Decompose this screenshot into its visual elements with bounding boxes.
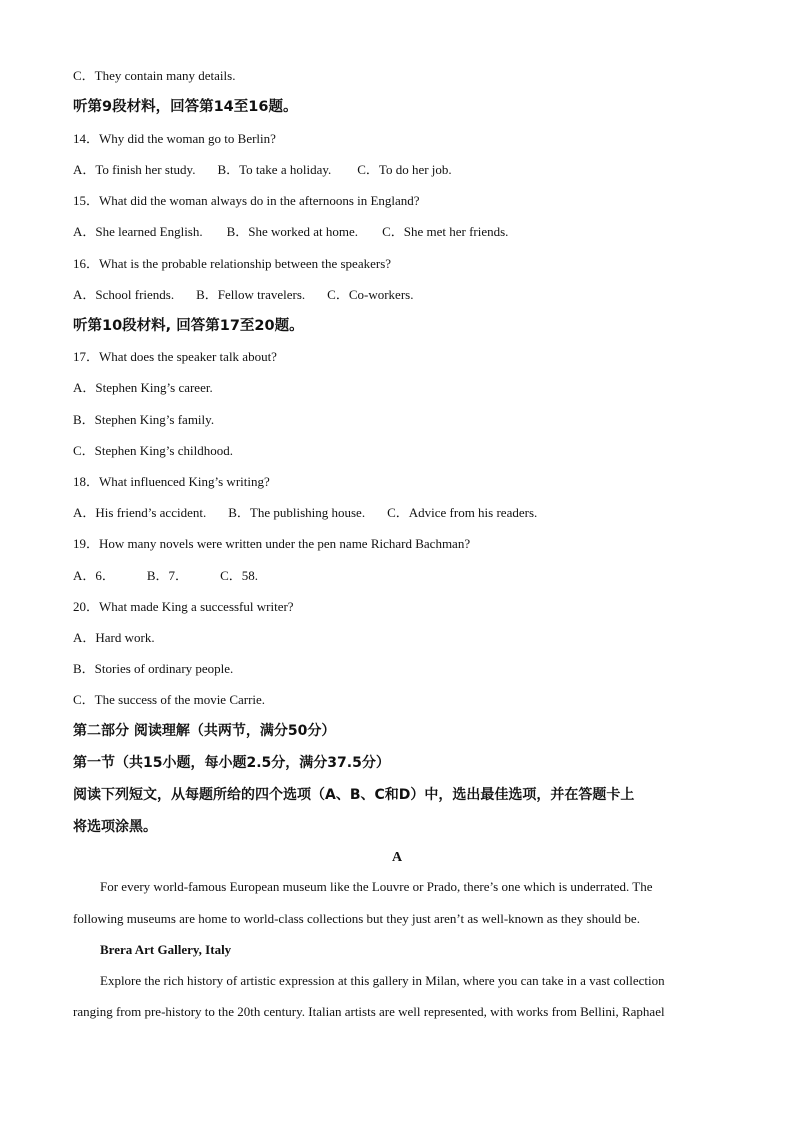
question-17-option-c: C．Stephen King’s childhood.: [73, 443, 233, 458]
subheading-brera: Brera Art Gallery, Italy: [100, 942, 232, 957]
question-14: 14．Why did the woman go to Berlin?: [73, 131, 276, 146]
question-20-option-b: B．Stories of ordinary people.: [73, 661, 234, 676]
paragraph-2-line-1: Explore the rich history of artistic expression at this gallery in Milan, where you can take in a vast collection: [100, 973, 665, 988]
question-17-option-b: B．Stephen King’s family.: [73, 412, 215, 427]
passage-letter: A: [391, 850, 403, 865]
option-c: C．Co-workers.: [327, 287, 414, 302]
option-c: C．Advice from his readers.: [387, 505, 538, 520]
question-18-options: [73, 505, 537, 521]
paragraph-2-line-2: ranging from pre-history to the 20th century. Italian artists are well represented, with works from Bellini, Raphael: [73, 1004, 665, 1019]
question-19: 19．How many novels were written under the pen name Richard Bachman?: [73, 536, 471, 551]
section-heading-10: 听第10段材料, 回答第17至20题。: [73, 318, 304, 334]
question-20-option-a: A．Hard work.: [73, 630, 155, 645]
section-one-heading: 第一节（共15小题，每小题2.5分，满分37.5分）: [73, 755, 390, 771]
question-18: 18．What influenced King’s writing?: [73, 474, 270, 489]
instructions-line-2: 将选项涂黑。: [73, 819, 157, 835]
part-two-heading: 第二部分 阅读理解（共两节，满分50分）: [73, 723, 336, 739]
question-19-options: [73, 568, 258, 584]
option-b: B．She worked at home.: [226, 224, 359, 239]
question-17: 17．What does the speaker talk about?: [73, 349, 277, 364]
option-b: B．7．: [146, 568, 189, 583]
option-a: A．School friends.: [73, 287, 175, 302]
paragraph-1-line-2: following museums are home to world-class collections but they just aren’t as well-known as they should be.: [73, 911, 640, 926]
question-20-option-c: C．The success of the movie Carrie.: [73, 692, 266, 707]
option-a: A．To finish her study.: [73, 162, 196, 177]
option-b: B．The publishing house.: [228, 505, 366, 520]
option-c: C．To do her job.: [357, 162, 452, 177]
option-b: B．To take a holiday.: [217, 162, 332, 177]
paragraph-1-line-1: For every world-famous European museum like the Louvre or Prado, there’s one which is underrated. The: [100, 879, 653, 894]
option-c: C．58.: [220, 568, 258, 583]
question-15-options: [73, 224, 508, 240]
section-heading-9: 听第9段材料，回答第14至16题。: [73, 99, 298, 115]
option-b: B．Fellow travelers.: [196, 287, 306, 302]
instructions-line-1: 阅读下列短文，从每题所给的四个选项（A、B、C和D）中，选出最佳选项，并在答题卡上: [73, 787, 635, 803]
option-line: C．They contain many details.: [73, 68, 236, 83]
question-15: 15．What did the woman always do in the afternoons in England?: [73, 193, 420, 208]
question-20: 20．What made King a successful writer?: [73, 599, 294, 614]
question-16: 16．What is the probable relationship between the speakers?: [73, 256, 392, 271]
option-a: A．6．: [73, 568, 115, 583]
option-c: C．She met her friends.: [382, 224, 509, 239]
question-14-options: [73, 162, 452, 178]
option-a: A．She learned English.: [73, 224, 203, 239]
question-17-option-a: A．Stephen King’s career.: [73, 380, 213, 395]
question-16-options: [73, 287, 413, 303]
option-a: A．His friend’s accident.: [73, 505, 207, 520]
